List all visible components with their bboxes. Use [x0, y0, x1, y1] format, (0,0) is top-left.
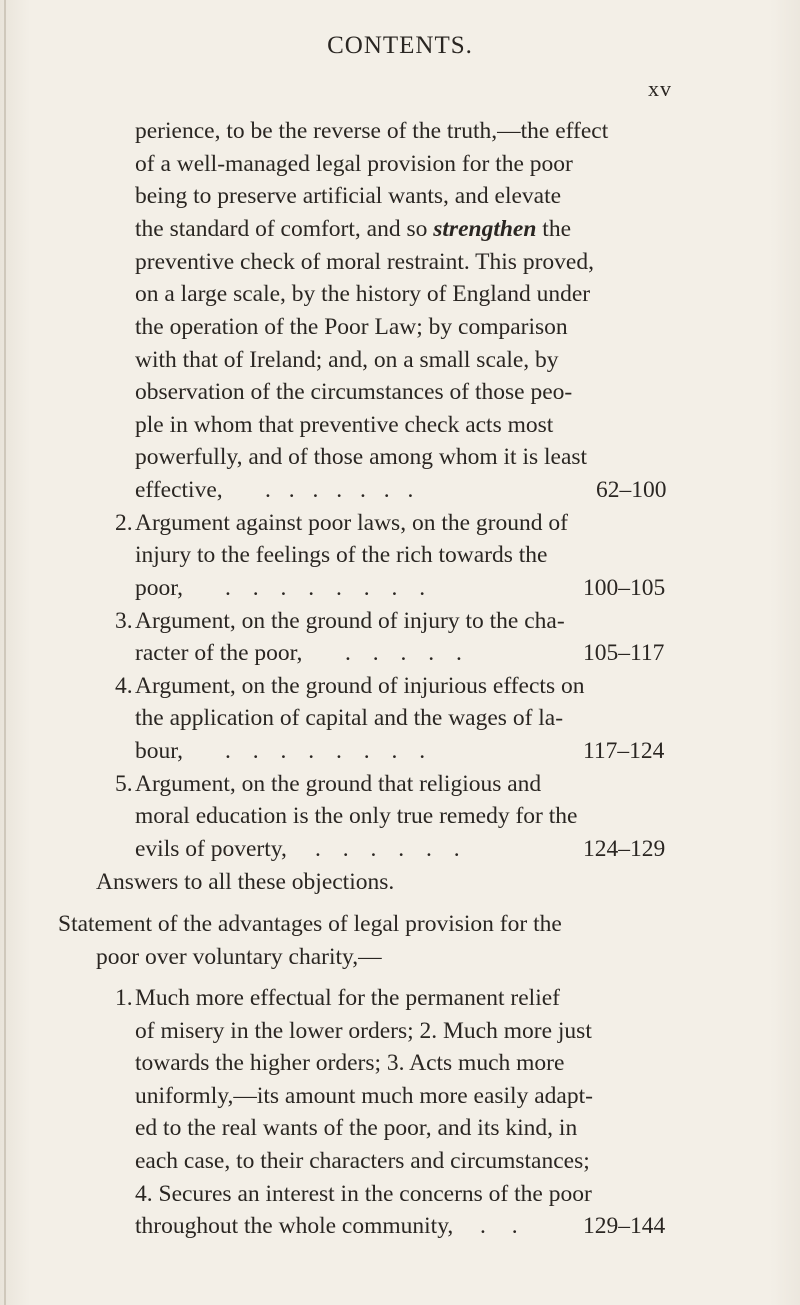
leader-dots: . . . . . . . — [265, 477, 420, 503]
body-line: on a large scale, by the history of England under — [135, 281, 591, 307]
body-line: uniformly,—its amount much more easily adapt- — [135, 1083, 593, 1109]
body-line: Argument, on the ground that religious and — [135, 771, 542, 797]
body-line: ed to the real wants of the poor, and its kind, in — [135, 1115, 578, 1141]
body-line: of a well-managed legal provision for the poor — [135, 151, 573, 177]
item-number: 3. — [115, 608, 133, 634]
page-range: 100–105 — [583, 575, 666, 601]
page-range: 117–124 — [583, 738, 665, 764]
body-line: observation of the circumstances of those peo- — [135, 379, 573, 405]
body-line: evils of poverty, — [135, 836, 287, 862]
page-range: 124–129 — [583, 836, 666, 862]
body-line: being to preserve artificial wants, and elevate — [135, 183, 562, 209]
body-line: bour, — [135, 738, 184, 764]
body-line: effective, — [135, 477, 223, 503]
body-line — [135, 213, 571, 246]
statement-line: Statement of the advantages of legal provision for the — [58, 911, 562, 937]
page-range: 62–100 — [596, 477, 667, 503]
leader-dots: . . . . . . . . — [225, 738, 434, 764]
leader-dots: . . — [480, 1213, 528, 1239]
statement-line: poor over voluntary charity,— — [96, 944, 382, 970]
body-line: each case, to their characters and circumstances; — [135, 1148, 590, 1174]
item-number: 2. — [115, 510, 133, 536]
italic-word: strengthen — [433, 216, 537, 242]
page-folio: xv — [648, 76, 672, 101]
body-line: perience, to be the reverse of the truth,—the effect — [135, 118, 609, 144]
body-line: the operation of the Poor Law; by comparison — [135, 314, 568, 340]
leader-dots: . . . . . — [345, 640, 470, 666]
body-line: of misery in the lower orders; 2. Much more just — [135, 1018, 592, 1044]
leader-dots: . . . . . . — [315, 836, 468, 862]
body-line: powerfully, and of those among whom it is least — [135, 444, 588, 470]
body-text: the — [536, 216, 572, 242]
body-text: the standard of comfort, and so — [135, 216, 434, 242]
body-line: racter of the poor, — [135, 640, 303, 666]
body-line: poor, — [135, 575, 184, 601]
body-line: preventive check of moral restraint. This proved, — [135, 249, 594, 275]
item-number: 1. — [115, 985, 133, 1011]
body-line: Argument against poor laws, on the ground of — [135, 510, 568, 536]
body-line: Much more effectual for the permanent relief — [135, 985, 560, 1011]
running-head: CONTENTS. — [327, 32, 473, 59]
body-line: injury to the feelings of the rich towards the — [135, 542, 548, 568]
answers-line: Answers to all these objections. — [96, 869, 395, 895]
item-number: 5. — [115, 771, 133, 797]
body-line: with that of Ireland; and, on a small scale, by — [135, 347, 559, 373]
item-number: 4. — [115, 673, 133, 699]
body-line: moral education is the only true remedy for the — [135, 803, 578, 829]
page-range: 105–117 — [583, 640, 665, 666]
leader-dots: . . . . . . . . — [225, 575, 434, 601]
body-line: the application of capital and the wages of la- — [135, 705, 564, 731]
body-line: Argument, on the ground of injurious effects on — [135, 673, 585, 699]
body-line: Argument, on the ground of injury to the cha- — [135, 608, 565, 634]
body-line: throughout the whole community, — [135, 1213, 454, 1239]
body-line: towards the higher orders; 3. Acts much more — [135, 1050, 565, 1076]
body-line: ple in whom that preventive check acts most — [135, 412, 554, 438]
body-line: 4. Secures an interest in the concerns of the poor — [135, 1181, 592, 1207]
page-range: 129–144 — [583, 1213, 666, 1239]
